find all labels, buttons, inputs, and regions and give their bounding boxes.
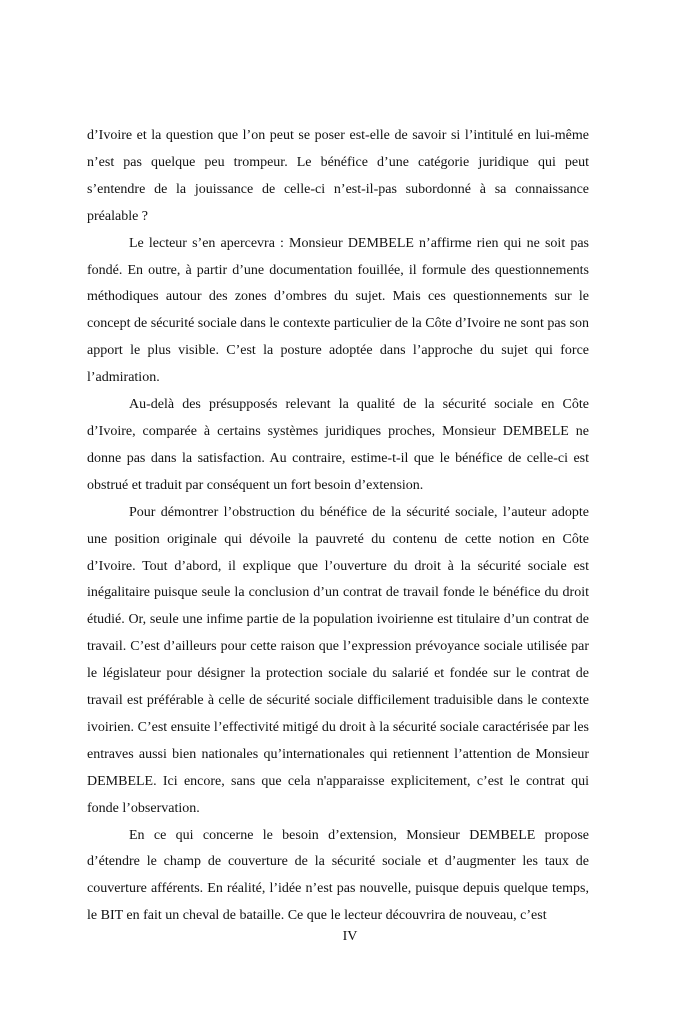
paragraph-continuation: d’Ivoire et la question que l’on peut se poser est-elle de savoir si l’intitulé en lui-même n’est pas quelque peu trompeur. Le bénéfice d’une catégorie juridique qui peut s’entendre de la jouissance de celle-ci n’est-il-pas subordonné à sa connaissance préalable ? (87, 128, 589, 224)
body-text (87, 123, 589, 930)
page-number: IV (342, 929, 358, 944)
paragraph: Au-delà des présupposés relevant la qualité de la sécurité sociale en Côte d’Ivoire, comparée à certains systèmes juridiques proches, Monsieur DEMBELE ne donne pas dans la satisfaction. Au contraire, estime-t-il que le bénéfice de celle-ci est obstrué et traduit par conséquent un fort besoin d’extension. (87, 397, 589, 493)
paragraph: En ce qui concerne le besoin d’extension, Monsieur DEMBELE propose d’étendre le champ de couverture de la sécurité sociale et d’augmenter les taux de couverture afférents. En réalité, l’idée n’est pas nouvelle, puisque depuis quelque temps, le BIT en fait un cheval de bataille. Ce que le lecteur découvrira de nouveau, c’est (87, 827, 589, 924)
paragraph: Le lecteur s’en apercevra : Monsieur DEMBELE n’affirme rien qui ne soit pas fondé. En outre, à partir d’une documentation fouillée, il formule des questionnements méthodiques autour des zones d’ombres du sujet. Mais ces questionnements sur le concept de sécurité sociale dans le contexte particulier de la Côte d’Ivoire ne sont pas son apport le plus visible. C’est la posture adoptée dans l’approche du sujet qui force l’admiration. (87, 235, 589, 386)
paragraph: Pour démontrer l’obstruction du bénéfice de la sécurité sociale, l’auteur adopte une position originale qui dévoile la pauvreté du contenu de cette notion en Côte d’Ivoire. Tout d’abord, il explique que l’ouverture du droit à la sécurité sociale est inégalitaire puisque seule la conclusion d’un contrat de travail fonde le bénéfice du droit étudié. Or, seule une infime partie de la population ivoirienne est titulaire d’un contrat de travail. C’est d’ailleurs pour cette raison que l’expression prévoyance sociale utilisée par le législateur pour désigner la protection sociale du salarié et fondée sur le contrat de travail est préférable à celle de sécurité sociale difficilement traduisible dans le contexte ivoirien. C’est ensuite l’effectivité mitigé du droit à la sécurité sociale caractérisée par les entraves aussi bien nationales qu’internationales qui retiennent l’attention de Monsieur DEMBELE. Ici encore, sans que cela n'apparaisse explicitement, c’est le contrat qui fonde l’observation. (87, 504, 589, 816)
